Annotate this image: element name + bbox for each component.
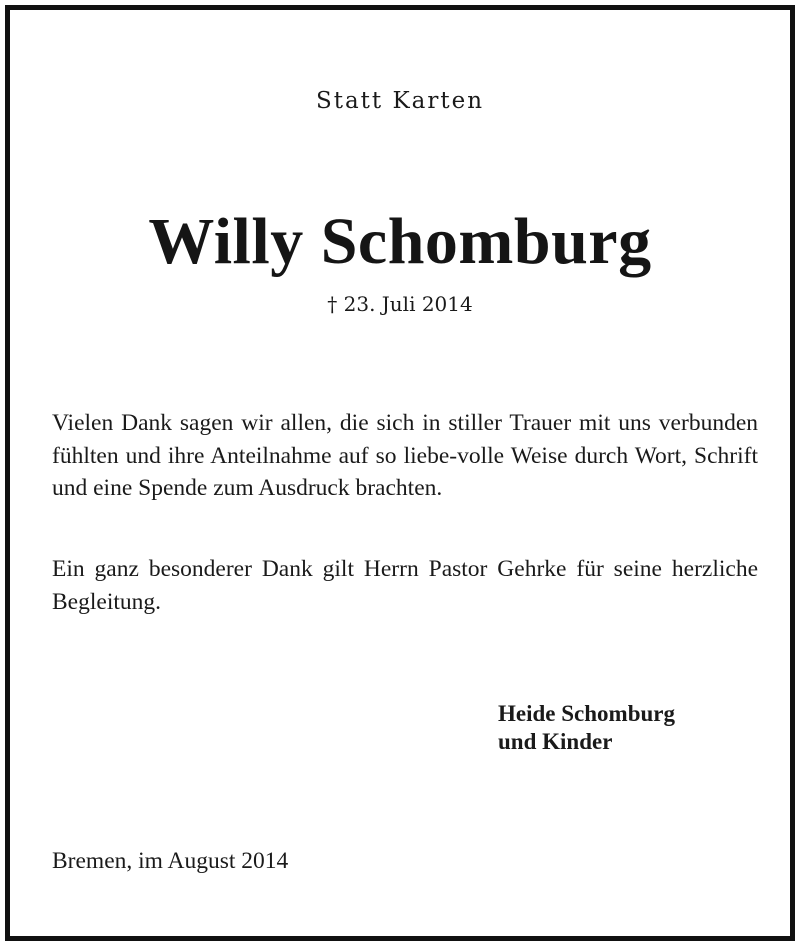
deceased-name: Willy Schomburg [148, 205, 652, 278]
signature-line-1: Heide Schomburg [498, 701, 675, 726]
signature-line-2: und Kinder [498, 729, 613, 754]
death-date: † 23. Juli 2014 [327, 292, 473, 316]
special-thanks-paragraph: Ein ganz besonderer Dank gilt Herrn Pastor Gehrke für seine herzliche Begleitung. [52, 556, 758, 615]
notice-header: Statt Karten [315, 88, 485, 114]
place-date: Bremen, im August 2014 [52, 848, 289, 874]
signature-block [498, 700, 675, 756]
thanks-paragraph: Vielen Dank sagen wir allen, die sich in stiller Trauer mit uns verbunden fühlten und ihre Anteilnahme auf so liebe-volle Weise durch Wort, Schrift und eine Spende zum Ausdruck brachten. [52, 410, 758, 501]
notice-frame [5, 5, 795, 941]
